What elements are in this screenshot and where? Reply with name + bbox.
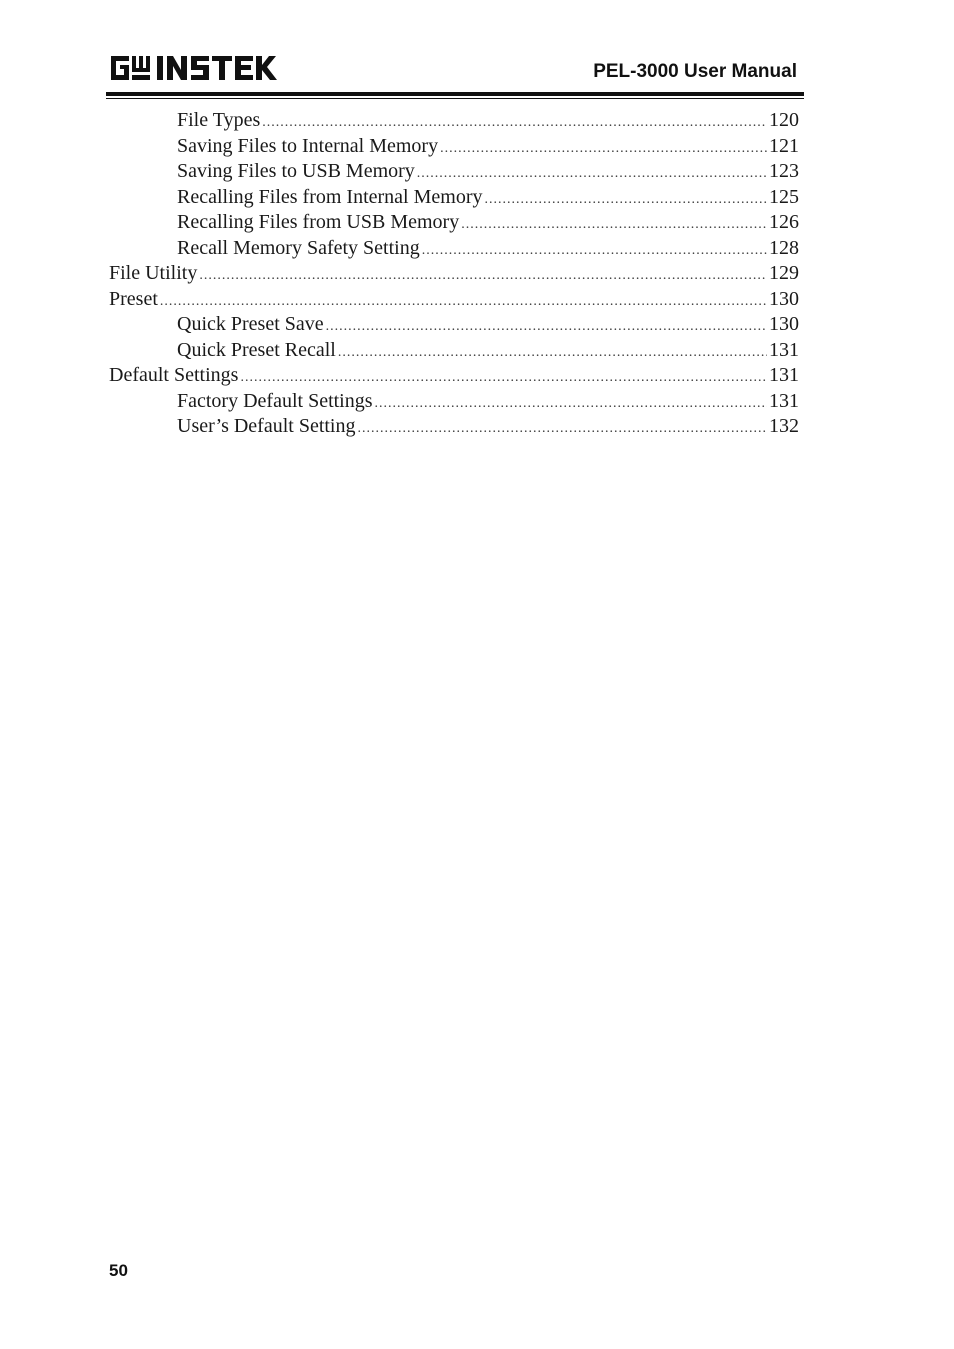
toc-entry-page: 129 [769, 262, 799, 284]
toc-entry-title: Default Settings [109, 364, 239, 386]
toc-entry-page: 132 [769, 415, 799, 437]
toc-entry[interactable] [109, 134, 799, 160]
toc-entry[interactable] [109, 108, 799, 134]
toc-dot-leader [484, 187, 767, 213]
toc-entry-title: User’s Default Setting [177, 415, 356, 437]
toc-entry-title: File Types [177, 109, 261, 131]
toc-entry[interactable] [109, 414, 799, 440]
toc-dot-leader [199, 263, 767, 289]
toc-entry[interactable] [109, 363, 799, 389]
toc-entry-page: 131 [769, 364, 799, 386]
gw-instek-logo [107, 52, 279, 84]
toc-entry-title: Recalling Files from Internal Memory [177, 185, 483, 208]
header-rule-thin [106, 98, 804, 99]
header-rule-thick [106, 92, 804, 96]
toc-entry-page: 125 [769, 185, 799, 208]
toc-dot-leader [358, 416, 768, 442]
toc-entry[interactable] [109, 261, 799, 287]
toc-entry-page: 131 [769, 389, 799, 412]
toc-entry[interactable] [109, 185, 799, 211]
toc-entry[interactable] [109, 338, 799, 364]
toc-dot-leader [375, 391, 767, 417]
toc-entry-page: 131 [769, 338, 799, 361]
toc-entry-title: Saving Files to USB Memory [177, 160, 415, 182]
toc-entry-title: Saving Files to Internal Memory [177, 134, 439, 157]
toc-dot-leader [240, 365, 767, 391]
toc-entry-title: Recalling Files from USB Memory [177, 211, 460, 233]
toc-dot-leader [262, 110, 767, 136]
toc-entry[interactable] [109, 159, 799, 185]
toc-dot-leader [440, 136, 767, 162]
toc-entry-title: Quick Preset Save [177, 313, 324, 335]
toc-entry[interactable] [109, 210, 799, 236]
toc-entry-page: 123 [769, 160, 799, 182]
page-number: 50 [109, 1261, 128, 1280]
toc-entry-title: Preset [109, 287, 158, 310]
manual-title: PEL-3000 User Manual [593, 61, 797, 82]
page-header [107, 52, 803, 96]
toc-entry-page: 130 [769, 313, 799, 335]
toc-entry-title: Factory Default Settings [177, 389, 373, 412]
toc-dot-leader [422, 238, 767, 264]
toc-entry[interactable] [109, 287, 799, 313]
toc-dot-leader [326, 314, 767, 340]
table-of-contents [109, 108, 799, 440]
toc-entry-page: 130 [769, 287, 799, 310]
toc-entry[interactable] [109, 312, 799, 338]
toc-entry-page: 121 [769, 134, 799, 157]
toc-entry-page: 128 [769, 236, 799, 259]
toc-entry-page: 120 [769, 109, 799, 131]
toc-entry-title: File Utility [109, 262, 198, 284]
toc-dot-leader [461, 212, 767, 238]
toc-entry[interactable] [109, 236, 799, 262]
toc-entry-title: Recall Memory Safety Setting [177, 236, 420, 259]
toc-dot-leader [417, 161, 767, 187]
toc-entry-title: Quick Preset Recall [177, 338, 336, 361]
toc-entry[interactable] [109, 389, 799, 415]
toc-dot-leader [160, 289, 767, 315]
toc-dot-leader [338, 340, 767, 366]
toc-entry-page: 126 [769, 211, 799, 233]
